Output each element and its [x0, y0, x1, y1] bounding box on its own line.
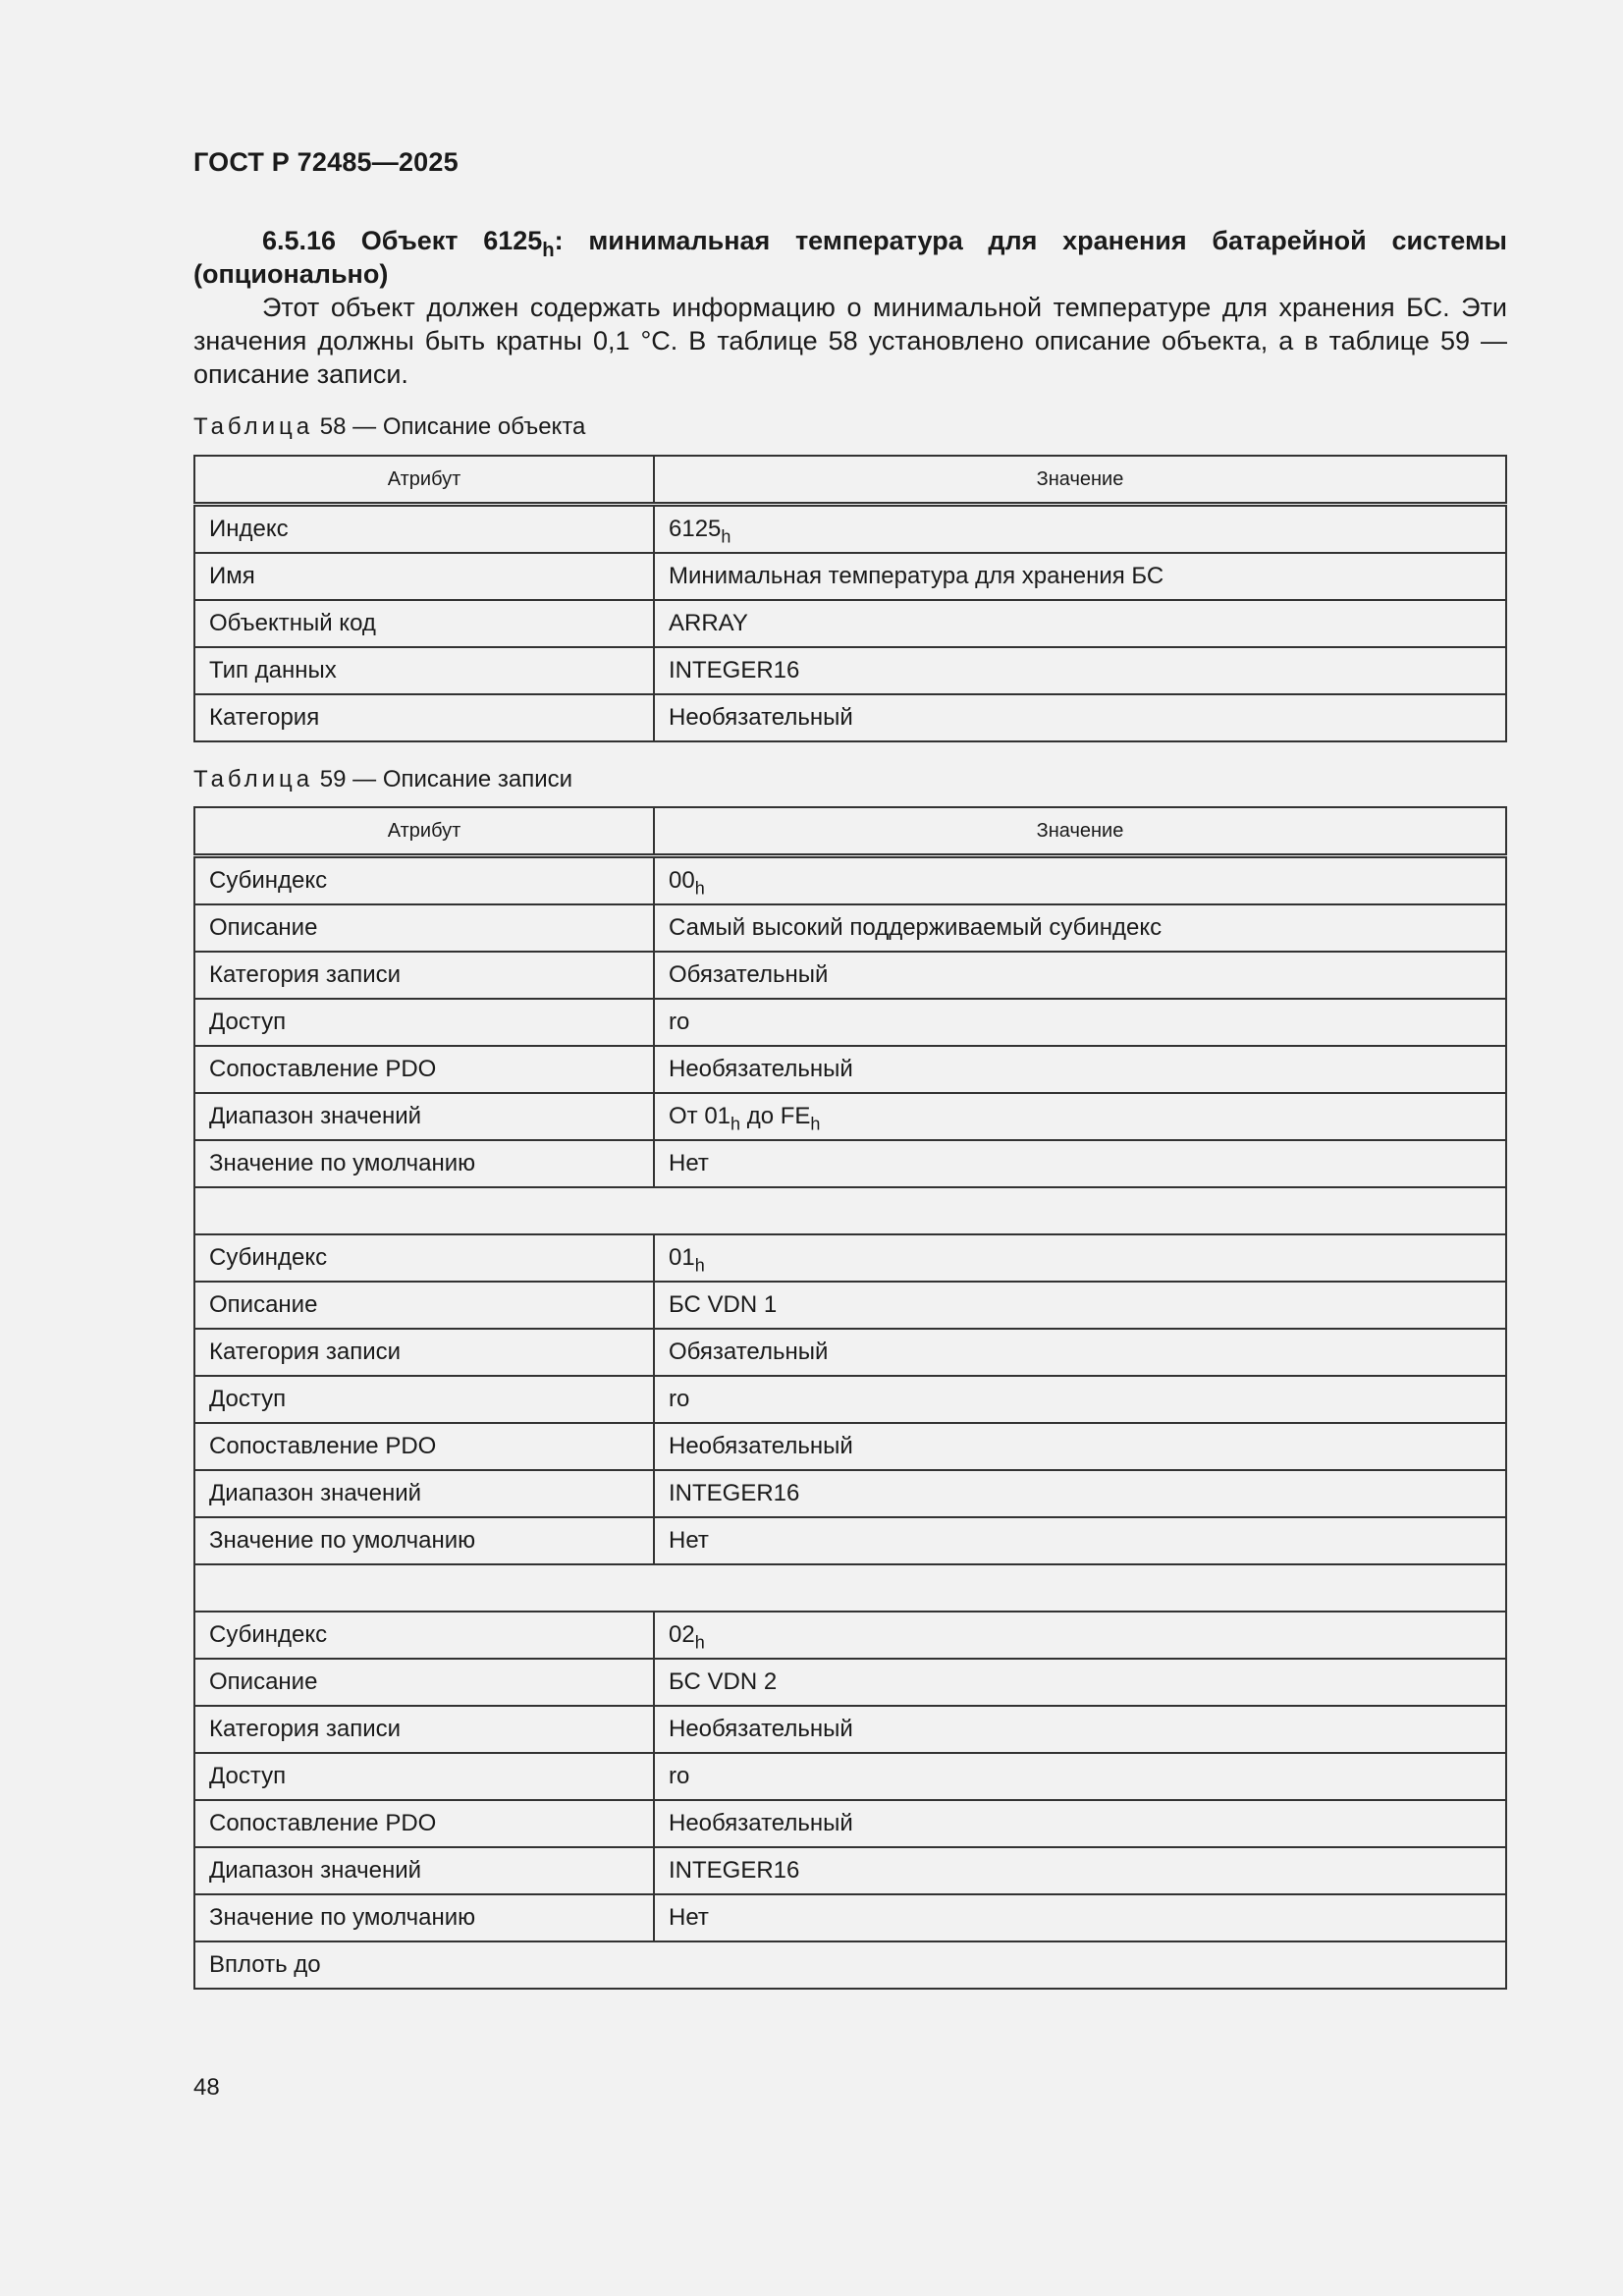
value-cell — [654, 694, 1506, 741]
attribute-cell: Значение по умолчанию — [194, 1140, 654, 1187]
page-number: 48 — [193, 2074, 220, 2101]
value-text: От 01 — [669, 1103, 731, 1129]
table-59-caption — [193, 766, 572, 793]
attribute-cell: Значение по умолчанию — [194, 1894, 654, 1941]
table-row — [194, 1659, 1506, 1706]
table-58 — [193, 455, 1507, 742]
attribute-cell: Диапазон значений — [194, 1847, 654, 1894]
section-number: 6.5.16 — [262, 226, 337, 255]
subscript: h — [694, 1255, 705, 1276]
value-cell — [654, 904, 1506, 952]
table-row — [194, 1423, 1506, 1470]
table-row — [194, 952, 1506, 999]
separator-cell — [194, 1187, 1506, 1234]
attribute-cell: Категория записи — [194, 1329, 654, 1376]
value-text: ro — [669, 1386, 690, 1412]
table-row — [194, 553, 1506, 600]
value-cell — [654, 1659, 1506, 1706]
table-row — [194, 1894, 1506, 1941]
value-cell — [654, 1706, 1506, 1753]
value-text: Необязательный — [669, 1056, 853, 1082]
value-cell — [654, 1612, 1506, 1659]
table-header-row — [194, 807, 1506, 856]
value-cell — [654, 1046, 1506, 1093]
value-cell — [654, 1376, 1506, 1423]
value-cell — [654, 1847, 1506, 1894]
value-text: Необязательный — [669, 1433, 853, 1459]
value-cell — [654, 553, 1506, 600]
value-cell — [654, 1423, 1506, 1470]
value-text: ARRAY — [669, 610, 748, 636]
table-row — [194, 1800, 1506, 1847]
table-58-caption-text: 58 — Описание объекта — [319, 413, 586, 440]
table-row — [194, 1282, 1506, 1329]
column-header-attribute: Атрибут — [194, 807, 654, 856]
value-text: INTEGER16 — [669, 1480, 800, 1506]
value-text: INTEGER16 — [669, 657, 800, 683]
value-text: Самый высокий поддерживаемый субиндекс — [669, 914, 1163, 941]
table-row — [194, 1517, 1506, 1564]
value-text: БС VDN 2 — [669, 1668, 778, 1695]
value-cell — [654, 1894, 1506, 1941]
table-59-caption-word: Таблица — [193, 766, 314, 793]
value-cell — [654, 952, 1506, 999]
value-text: Минимальная температура для хранения БС — [669, 563, 1164, 589]
attribute-cell: Субиндекс — [194, 1234, 654, 1282]
attribute-cell: Сопоставление PDO — [194, 1046, 654, 1093]
table-row — [194, 1093, 1506, 1140]
value-cell — [654, 1470, 1506, 1517]
value-text: 02 — [669, 1621, 695, 1648]
value-cell — [654, 1282, 1506, 1329]
attribute-cell: Описание — [194, 1282, 654, 1329]
subscript: h — [810, 1114, 821, 1134]
separator-row — [194, 1187, 1506, 1234]
value-text: Необязательный — [669, 1716, 853, 1742]
attribute-cell: Объектный код — [194, 600, 654, 647]
value-text: INTEGER16 — [669, 1857, 800, 1884]
table-row — [194, 1753, 1506, 1800]
table-row — [194, 1234, 1506, 1282]
value-text: 01 — [669, 1244, 695, 1271]
attribute-cell: Доступ — [194, 999, 654, 1046]
table-row — [194, 1140, 1506, 1187]
value-text: Необязательный — [669, 1810, 853, 1836]
attribute-cell: Описание — [194, 904, 654, 952]
table-row — [194, 1470, 1506, 1517]
value-text: до FE — [740, 1103, 811, 1129]
attribute-cell: Доступ — [194, 1753, 654, 1800]
column-header-value: Значение — [654, 807, 1506, 856]
attribute-cell: Доступ — [194, 1376, 654, 1423]
table-row — [194, 1046, 1506, 1093]
table-row — [194, 904, 1506, 952]
value-text: Нет — [669, 1150, 709, 1176]
separator-row — [194, 1564, 1506, 1612]
value-cell — [654, 999, 1506, 1046]
table-row — [194, 1847, 1506, 1894]
document-header: ГОСТ Р 72485—2025 — [193, 147, 459, 177]
attribute-cell: Индекс — [194, 505, 654, 554]
attribute-cell: Диапазон значений — [194, 1093, 654, 1140]
attribute-cell: Диапазон значений — [194, 1470, 654, 1517]
subscript: h — [730, 1114, 741, 1134]
value-cell — [654, 856, 1506, 905]
attribute-cell: Категория записи — [194, 1706, 654, 1753]
value-text: Обязательный — [669, 961, 829, 988]
table-header-row — [194, 456, 1506, 505]
section-intro-paragraph: Этот объект должен содержать информацию о минимальной температуре для хранения БС. Эти значения должны быть кратны 0,1 °С. В таблице 58 установлено описание объекта, а в таблице 59 — описание записи. — [193, 293, 1507, 389]
table-row — [194, 1329, 1506, 1376]
table-58-caption — [193, 413, 585, 441]
attribute-cell: Имя — [194, 553, 654, 600]
section-heading — [193, 224, 1507, 291]
attribute-cell: Субиндекс — [194, 856, 654, 905]
value-cell — [654, 600, 1506, 647]
table-row — [194, 600, 1506, 647]
value-text: Необязательный — [669, 704, 853, 731]
value-text: Нет — [669, 1527, 709, 1554]
footer-cell: Вплоть до — [194, 1941, 1506, 1989]
value-text: Нет — [669, 1904, 709, 1931]
value-text: 00 — [669, 867, 695, 894]
subscript: h — [721, 526, 731, 547]
subscript: h — [694, 1632, 705, 1653]
attribute-cell: Значение по умолчанию — [194, 1517, 654, 1564]
column-header-value: Значение — [654, 456, 1506, 505]
value-cell — [654, 1329, 1506, 1376]
section-title-subscript: h — [542, 240, 555, 262]
subscript: h — [694, 878, 705, 899]
attribute-cell: Категория записи — [194, 952, 654, 999]
table-row — [194, 856, 1506, 905]
value-text: БС VDN 1 — [669, 1291, 778, 1318]
attribute-cell: Субиндекс — [194, 1612, 654, 1659]
table-row — [194, 1612, 1506, 1659]
value-cell — [654, 1753, 1506, 1800]
value-text: 6125 — [669, 516, 722, 542]
table-row — [194, 1376, 1506, 1423]
attribute-cell: Тип данных — [194, 647, 654, 694]
table-59 — [193, 806, 1507, 1990]
attribute-cell: Описание — [194, 1659, 654, 1706]
value-cell — [654, 505, 1506, 554]
separator-cell — [194, 1564, 1506, 1612]
value-cell — [654, 647, 1506, 694]
attribute-cell: Категория — [194, 694, 654, 741]
table-58-caption-word: Таблица — [193, 413, 314, 440]
value-text: ro — [669, 1763, 690, 1789]
value-cell — [654, 1517, 1506, 1564]
footer-row — [194, 1941, 1506, 1989]
table-row — [194, 694, 1506, 741]
value-cell — [654, 1140, 1506, 1187]
value-cell — [654, 1234, 1506, 1282]
table-row — [194, 505, 1506, 554]
value-cell — [654, 1800, 1506, 1847]
table-row — [194, 999, 1506, 1046]
column-header-attribute: Атрибут — [194, 456, 654, 505]
value-text: Обязательный — [669, 1339, 829, 1365]
table-59-caption-text: 59 — Описание записи — [319, 766, 573, 793]
section-title-b: : минимальная температура для хранения батарейной системы (опционально) — [193, 226, 1507, 289]
section-title-a: Объект 6125 — [360, 226, 543, 255]
value-cell — [654, 1093, 1506, 1140]
value-text: ro — [669, 1009, 690, 1035]
table-row — [194, 647, 1506, 694]
attribute-cell: Сопоставление PDO — [194, 1800, 654, 1847]
attribute-cell: Сопоставление PDO — [194, 1423, 654, 1470]
table-row — [194, 1706, 1506, 1753]
